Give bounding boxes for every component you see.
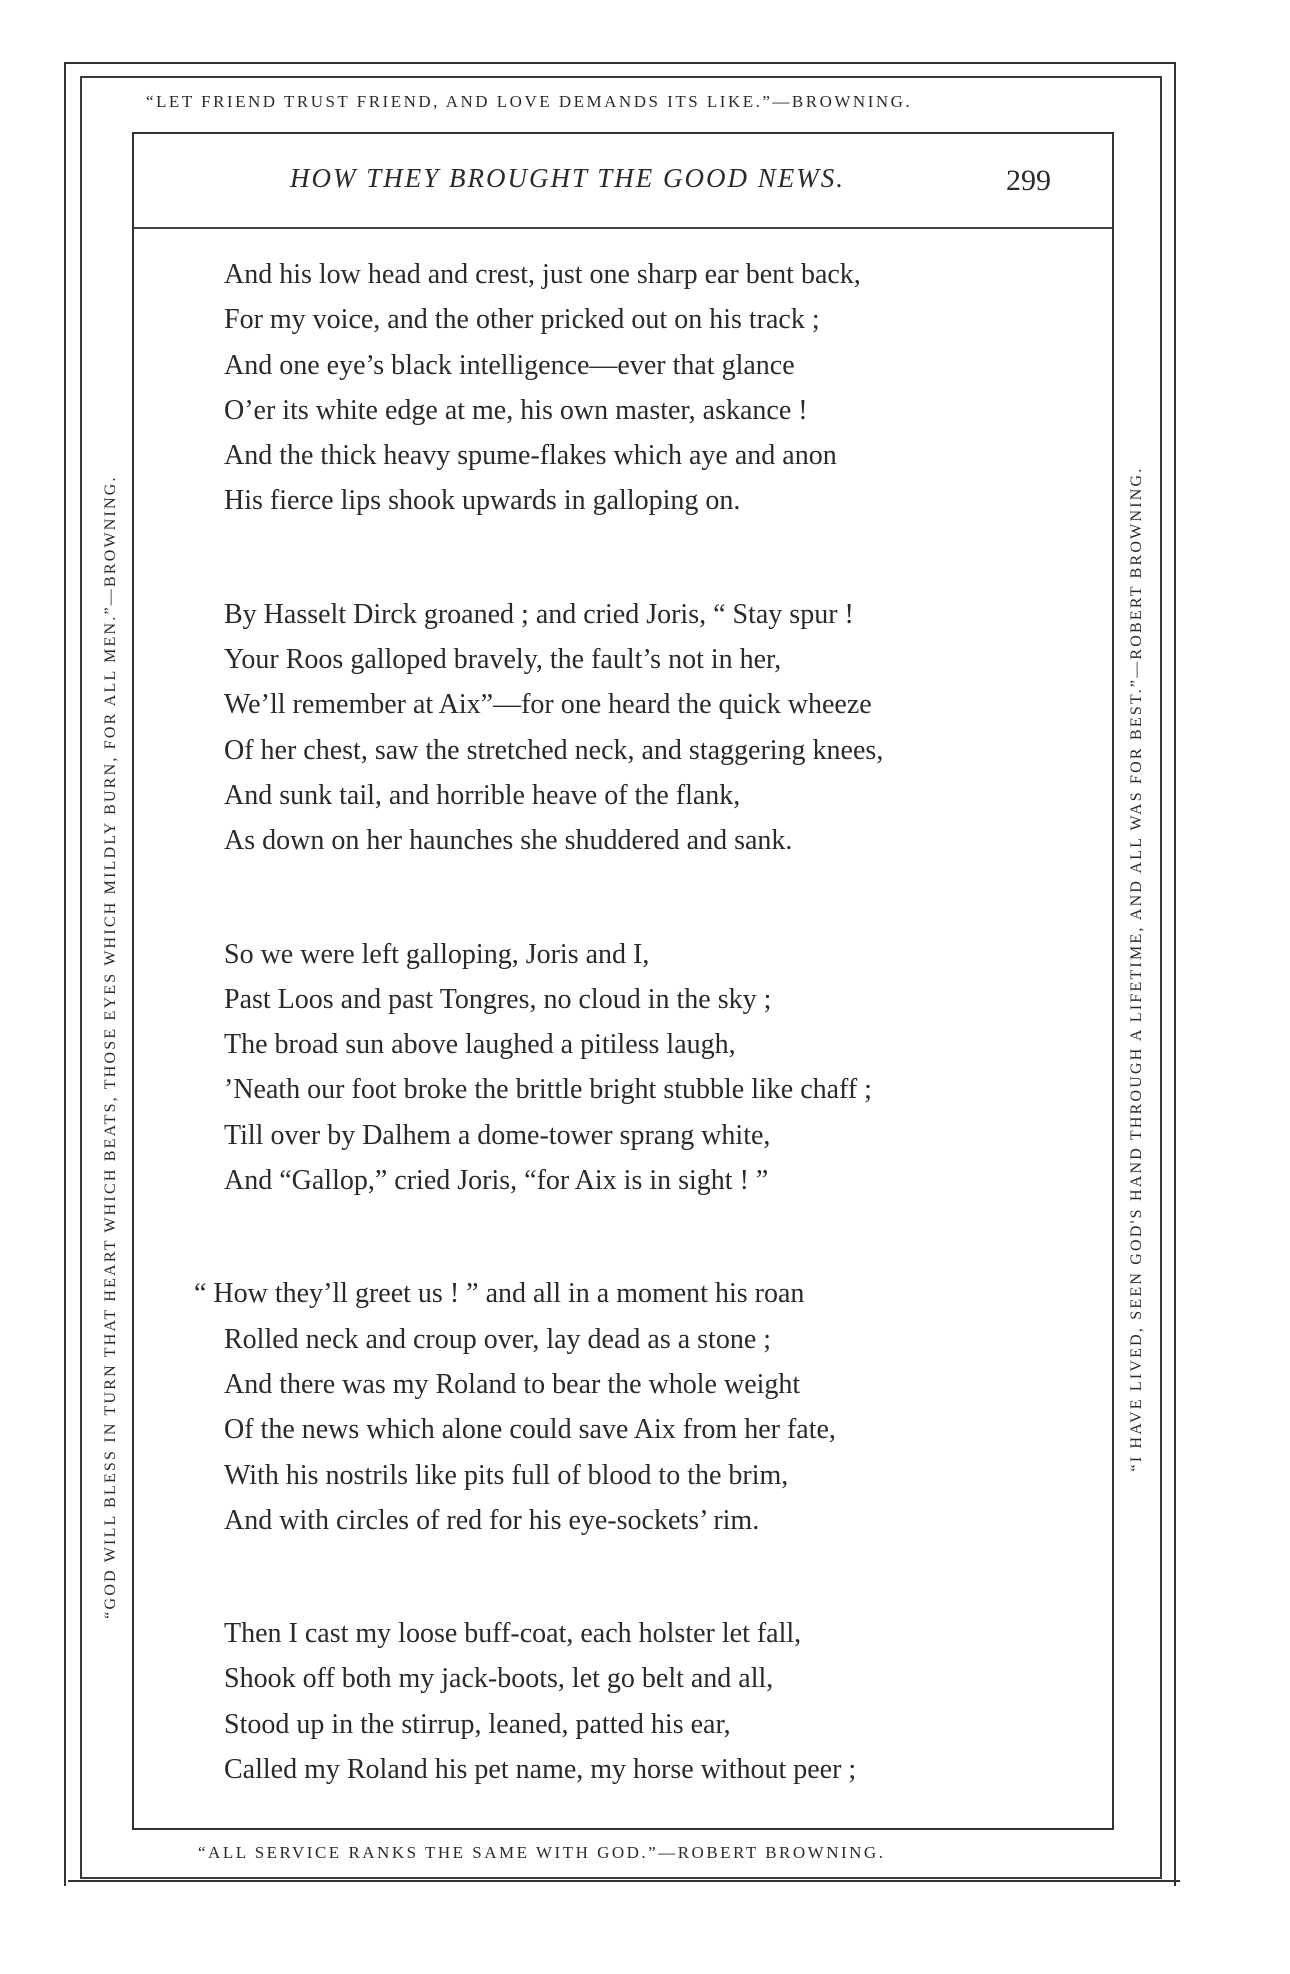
running-title: HOW THEY BROUGHT THE GOOD NEWS. <box>290 163 846 193</box>
poem-line: Past Loos and past Tongres, no cloud in the sky ; <box>224 983 772 1015</box>
poem-line: Your Roos galloped bravely, the fault’s not in her, <box>224 644 782 676</box>
poem-line: Of her chest, saw the stretched neck, and staggering knees, <box>224 734 884 766</box>
top-margin-motto: “LET FRIEND TRUST FRIEND, AND LOVE DEMANDS ITS LIKE.”—BROWNING. <box>146 92 913 111</box>
poem-line: Called my Roland his pet name, my horse without peer ; <box>224 1754 857 1786</box>
poem-line: “ How they’ll greet us ! ” and all in a moment his roan <box>194 1278 805 1310</box>
page-number: 299 <box>1006 164 1051 197</box>
poem-line: His fierce lips shook upwards in galloping on. <box>224 485 741 517</box>
bottom-margin-motto: “ALL SERVICE RANKS THE SAME WITH GOD.”—ROBERT BROWNING. <box>198 1843 886 1862</box>
poem-line: ’Neath our foot broke the brittle bright stubble like chaff ; <box>224 1074 872 1106</box>
poem-line: We’ll remember at Aix”—for one heard the quick wheeze <box>224 689 872 721</box>
stanza-1 <box>224 252 1104 524</box>
poem-line: And there was my Roland to bear the whole weight <box>224 1368 801 1400</box>
poem-line: By Hasselt Dirck groaned ; and cried Joris, “ Stay spur ! <box>224 598 854 630</box>
poem-line: Then I cast my loose buff-coat, each holster let fall, <box>224 1618 802 1650</box>
header-rule <box>134 227 1112 229</box>
poem-line: And sunk tail, and horrible heave of the flank, <box>224 779 741 811</box>
poem-line: And the thick heavy spume-flakes which aye and anon <box>224 440 837 472</box>
poem-line: Rolled neck and croup over, lay dead as a stone ; <box>224 1323 772 1355</box>
left-margin-motto: “GOD WILL BLESS IN TURN THAT HEART WHICH BEATS, THOSE EYES WHICH MILDLY BURN, FOR ALL MEN.”—BROWNING. <box>102 475 119 1619</box>
poem-line: For my voice, and the other pricked out on his track ; <box>224 304 820 336</box>
poem-line: The broad sun above laughed a pitiless laugh, <box>224 1029 736 1061</box>
stanza-2 <box>224 592 1104 864</box>
poem-line: As down on her haunches she shuddered and sank. <box>224 825 793 857</box>
stanza-4 <box>194 1271 1104 1543</box>
poem-line: With his nostrils like pits full of blood to the brim, <box>224 1459 789 1491</box>
poem-line: Shook off both my jack-boots, let go belt and all, <box>224 1663 774 1695</box>
stanza-3 <box>224 932 1104 1204</box>
poem-line: And his low head and crest, just one sharp ear bent back, <box>224 259 861 290</box>
poem-body <box>194 252 1104 1860</box>
poem-line: And one eye’s black intelligence—ever that glance <box>224 349 795 381</box>
stanza-5 <box>224 1611 1104 1792</box>
poem-line: And “Gallop,” cried Joris, “for Aix is in sight ! ” <box>224 1165 769 1197</box>
poem-line: O’er its white edge at me, his own master, askance ! <box>224 394 808 426</box>
poem-line: Till over by Dalhem a dome-tower sprang white, <box>224 1119 771 1151</box>
poem-line: Stood up in the stirrup, leaned, patted his ear, <box>224 1708 731 1740</box>
poem-line: And with circles of red for his eye-sockets’ rim. <box>224 1504 760 1536</box>
right-margin-motto: “I HAVE LIVED, SEEN GOD'S HAND THROUGH A LIFETIME, AND ALL WAS FOR BEST.”—ROBERT BROWNING. <box>1128 466 1145 1472</box>
poem-line: So we were left galloping, Joris and I, <box>224 938 650 970</box>
poem-line: Of the news which alone could save Aix from her fate, <box>224 1414 836 1446</box>
frame-bottom-rule <box>68 1880 1180 1882</box>
